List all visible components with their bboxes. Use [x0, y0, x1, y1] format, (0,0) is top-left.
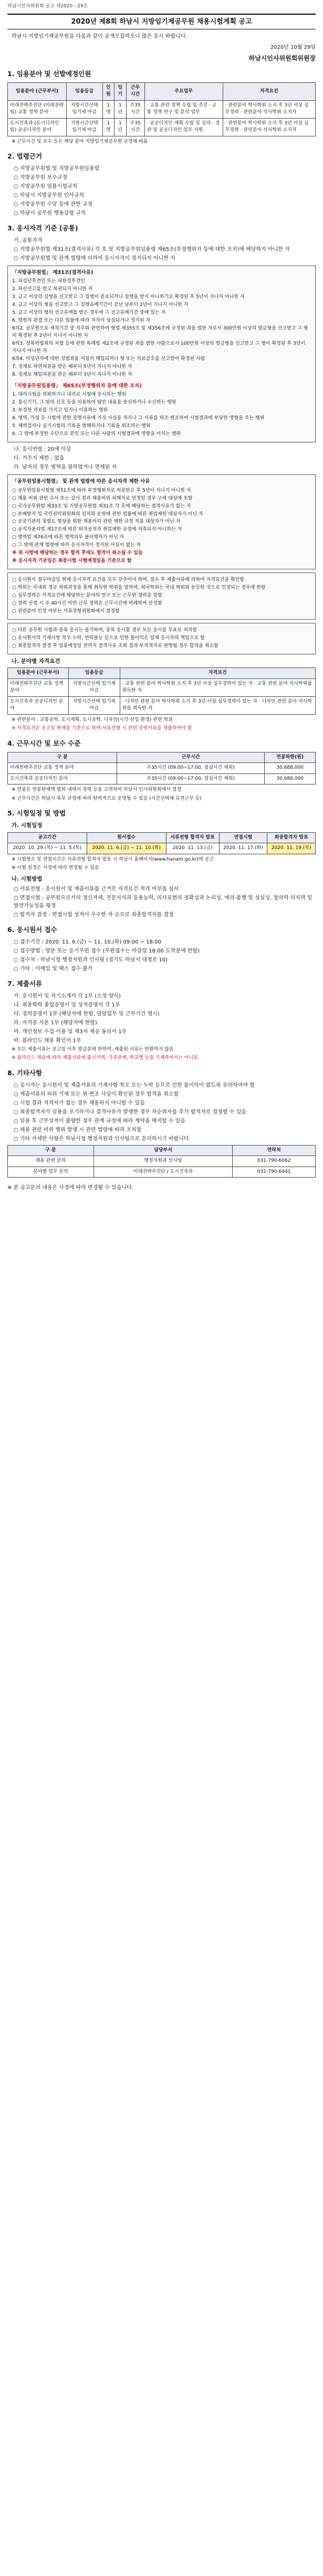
col-term: 임기	[114, 82, 127, 100]
list-item: ○ 지방공무원 임용시험규칙	[14, 184, 78, 189]
table-row	[8, 843, 316, 854]
cell: 도시건축과 공공디자인 분야	[8, 696, 69, 714]
schedule-subtitle: 가. 시험일정	[12, 822, 43, 829]
col-phone: 연락처	[233, 1145, 316, 1156]
cell: 미래전략추진단 교통 정책 분야	[8, 763, 117, 774]
closing-note: ※ 본 공고문의 내용은 사정에 따라 변경될 수 있습니다.	[7, 1185, 133, 1191]
col-salary: 연봉하한(원)	[265, 752, 316, 763]
box-line: 4. 금고 이상의 형을 선고받고 그 집행유예기간이 끝난 날부터 2년이 지나지 아니한 자	[12, 302, 189, 308]
cell: · 공공디자인 계획 수립 및 심의 · 경관 및 공공디자인 업무 지원	[144, 118, 223, 136]
cell: 분야별 업무 문의	[8, 1167, 94, 1178]
box-line: ○ 공무원임용시험령 제51조에 따라 부정행위자로 처분받은 후 5년이 지나지 아니한 자	[12, 487, 191, 493]
table-row	[8, 696, 316, 714]
cell: 도시건축과 공공디자인 분야	[8, 773, 117, 785]
list-item: ○ 하남시 지방공무원 인사규칙	[14, 193, 85, 198]
box-line: ○ 경력 산정 시 주 40시간 미만 근무 경력은 근무시간에 비례하여 산정함	[12, 600, 162, 606]
col-duties: 주요업무	[144, 82, 223, 100]
list-item: 가. 응시원서 및 자기소개서 각 1부 (소정 양식)	[14, 993, 121, 999]
cell: 주35시간	[126, 118, 144, 136]
col-document-result: 서류전형 합격자 발표	[166, 832, 219, 843]
box-line: 6의4. 미성년자에 대한 성범죄를 저질러 해임되거나 형 또는 치료감호를 선고받아 확정된 사람	[12, 356, 205, 362]
cell: 031-790-6062	[233, 1156, 316, 1167]
intro-text: 하남시 지방임기제공무원을 다음과 같이 공개모집하오니 많은 응시 바랍니다.	[12, 34, 187, 39]
box-title: 「지방공무원법」 제31조(결격사유)	[12, 269, 93, 275]
list-item: ○ 채용 관련 비위 행위 발생 시 관련 법령에 따라 조치함	[14, 1127, 142, 1133]
box-line: 8. 징계로 해임처분을 받은 때부터 3년이 지나지 아니한 자	[12, 372, 132, 377]
box-line: 1. 대리시험을 의뢰하거나 대리로 시험에 응시하는 행위	[12, 392, 127, 398]
cell: 미래전략추진단 / 도시건축과	[93, 1167, 233, 1178]
box-line: 2. 통신기기, 그 밖의 신호 등을 이용하여 답안 내용을 송신하거나 수신하는 행위	[12, 400, 176, 406]
table-row	[8, 679, 316, 696]
box-line: ○ 관련분야 인정 여부는 서류전형위원회에서 결정함	[12, 608, 120, 614]
page-title: 2020년 제8회 하남시 지방임기제공무원 채용시험계획 공고	[7, 14, 316, 30]
list-item: 라. 남자의 경우 병역을 필하였거나 면제된 자	[14, 464, 117, 470]
salary-note: ※ 근무시간은 하남시 복무 규정에 따라 탄력적으로 운영될 수 있음 (시간선택제 유연근무 등)	[12, 796, 202, 801]
cell: · 관련분야 학사학위 소지 후 3년 이상 실무경력 · 관련분야 석사학위 소지자	[223, 100, 315, 118]
documents-note: ※ 블라인드 채용에 따라 제출서류에 출신지역, 가족관계, 학교명 등을 기재하여서는 아니됨	[12, 1055, 198, 1061]
cell: 2020. 11. 19.(목)	[267, 843, 316, 854]
col-hours: 근무시간	[126, 82, 144, 100]
list-item: ○ 지방공무원 수당 등에 관한 규정	[14, 202, 93, 207]
cell: 지방시간선택 임기제 마급	[68, 696, 120, 714]
box-line: 4. 병역, 가점 등 시험에 관한 증명서류에 거짓 사실을 적거나 그 서류를 위조·변조하여 시험결과에 부당한 영향을 주는 행위	[12, 416, 265, 421]
col-category: 구 분	[8, 1145, 94, 1156]
qualification-list-2	[14, 446, 316, 471]
list-item: ○ 지방공무원법 및 관계 법령에 의하여 응시자격이 정지되지 아니한 자	[14, 255, 175, 261]
table-row	[8, 773, 316, 785]
list-item: ○ 최종합격자가 임용을 포기하거나 결격사유가 발생한 경우 차순위자를 추가 합격자로 결정할 수 있음	[14, 1109, 246, 1115]
cell: 주35시간 (09:00~17:00, 점심시간 제외)	[117, 773, 265, 785]
announcement-date: 2020년 10월 29일	[270, 45, 316, 50]
col-field: 임용분야 (근무부서)	[8, 82, 67, 100]
cell: · 교통 관련 정책 수립 및 추진 · 교통 정책 연구 및 분석 업무	[144, 100, 223, 118]
box-line: ○ 응시원서의 기재사항 착오·누락, 연락불능 등으로 인한 불이익은 일체 응시자의 책임으로 함	[12, 635, 205, 641]
box-line: 6의3. 성폭력범죄의 처벌 등에 관한 특례법 제2조에 규정된 죄를 범한 사람으로서 100만원 이상의 벌금형을 선고받고 그 형이 확정된 후 3년이 지나지 아니한 자	[12, 341, 306, 354]
box-line: ○ 응시원서 접수마감일 현재 응시자격 요건을 모두 갖추어야 하며, 접수 후 제출서류에 의하여 자격요건을 확인함	[12, 577, 244, 583]
col-field: 임용분야 (근무부서)	[8, 668, 69, 679]
cell: 행정지원과 인사팀	[93, 1156, 233, 1167]
box-title: 「공무원임용시험령」 및 관계 법령에 따른 응시자격 제한 사유	[12, 479, 150, 484]
section-5-title: 5. 시험일정 및 방법	[7, 809, 66, 818]
documents-list	[14, 992, 316, 1045]
box-line: ○ 실무경력은 자격요건에 해당하는 분야의 연구 또는 근무한 경력을 말함	[12, 592, 162, 598]
list-item: ○ 면접시험 : 공무원으로서의 정신자세, 전문지식과 응용능력, 의사표현의 정확성과 논리성, 예의·품행 및 성실성, 창의력·의지력 및 발전가능성을 평정	[14, 895, 312, 909]
table-note: ※ 관련분야 : 교통공학, 도시계획, 도시공학, 디자인(시각·산업·환경) 관련 학과	[12, 717, 173, 723]
section-3-title: 3. 응시자격 기준 (공통)	[7, 224, 78, 232]
box-title: 「지방공무원임용령」 제65조(부정행위자 등에 대한 조치)	[12, 383, 142, 389]
cell: 지방시간선택 임기제 마급	[66, 100, 102, 118]
col-hours: 근무시간	[117, 752, 265, 763]
box-line: ○ 공직자윤리법 제17조에 따른 퇴직공직자 취업제한 규정에 저촉되지 아니하는 자	[12, 527, 182, 533]
cell: 30,688,000	[265, 773, 316, 785]
cell: · 디자인 관련 분야 학사학위 소지 후 3년 이상 실무경력이 있는 자 · 디자인 관련 분야 석사학위를 취득한 자	[120, 696, 315, 714]
box-line: ○ 최종합격자 결정 후 임용예정일 전까지 결격사유 조회 결과 부적격자로 판명될 경우 합격을 취소함	[12, 643, 218, 649]
cell: 지방시간선택 임기제 마급	[66, 118, 102, 136]
box-line: ○ 채용 비위 관련 수사 또는 감사 결과 채용비위 피해자로 인정된 경우 구제 대상에 포함	[12, 495, 193, 501]
salary-table	[7, 752, 316, 785]
restriction-box	[7, 474, 316, 569]
box-line: ※ 응시자격 기준일은 최종시험 시행예정일을 기준으로 함	[12, 558, 132, 564]
list-item: 다. 거주지 제한 : 없음	[14, 455, 65, 461]
box-line: ○ 학위는 국내외 정규 학위과정을 통해 취득한 학위를 말하며, 외국학위는 국내 학위와 동등한 것으로 인정되는 경우에 한함	[12, 585, 266, 591]
list-item: ○ 기타 자세한 사항은 하남시청 행정지원과 인사팀으로 문의하시기 바랍니다	[14, 1136, 189, 1142]
box-line: 3. 금고 이상의 실형을 선고받고 그 집행이 종료되거나 집행을 받지 아니하기로 확정된 후 5년이 지나지 아니한 자	[12, 294, 245, 300]
list-item: ○ 기타 : 이메일 및 팩스 접수 불가	[14, 966, 93, 972]
box-line: ○ 그 밖에 관계 법령에 따라 응시자격이 정지된 사실이 없는 자	[12, 543, 141, 548]
section-8-title: 8. 기타사항	[7, 1068, 43, 1077]
cell: 미래전략추진단 교통 정책 분야	[8, 679, 69, 696]
disqualification-box	[7, 266, 316, 442]
cell: 도시건축과 (도시디자인팀) 공공디자인 분야	[8, 118, 67, 136]
contact-table	[7, 1145, 316, 1178]
cell: 1명	[102, 100, 114, 118]
section-1-title: 1. 임용분야 및 선발예정인원	[7, 70, 91, 78]
list-item: ○ 시험 결과 적격자가 없는 경우 채용하지 아니할 수 있음	[14, 1100, 145, 1106]
box-line: ○ 국가공무원법 제33조 및 지방공무원법 제31조 각 호에 해당하는 결격사유가 없는 자	[12, 503, 191, 509]
list-item: 나. 응시연령 : 20세 이상	[14, 447, 71, 452]
box-line: ○ 다른 공무원 시험과 중복 응시는 불가하며, 중복 응시할 경우 모든 응시를 무효로 처리함	[12, 627, 197, 633]
issuing-organization: 하남시인사위원회위원장	[248, 55, 316, 62]
application-list	[14, 938, 316, 973]
cell: 2020. 10. 29.(목) ~ 11. 5.(목)	[8, 843, 87, 854]
table-row	[8, 1156, 316, 1167]
list-item: ○ 제출서류의 허위 기재 또는 위·변조 사실이 확인된 경우 합격을 취소함	[14, 1091, 179, 1097]
cell: 30,688,000	[265, 763, 316, 774]
cell: 미래전략추진단 (미래전략팀) 교통 정책 분야	[8, 100, 67, 118]
legal-basis-list	[14, 165, 316, 217]
cell: 주35시간 (09:00~17:00, 점심시간 제외)	[117, 763, 265, 774]
box-line: 2. 파산선고를 받고 복권되지 아니한 자	[12, 287, 93, 292]
misc-list	[14, 1082, 316, 1143]
cell: · 교통 관련 분야 학사학위 소지 후 3년 이상 실무경력이 있는 자 · 교통 관련 분야 석사학위를 취득한 자	[120, 679, 315, 696]
list-item: 바. 블라인드 채용 확인서 1부	[14, 1037, 81, 1044]
list-item: ○ 합격자 결정 : 면접시험 성적이 우수한 자 순으로 최종합격자를 결정	[14, 912, 174, 918]
list-item: ○ 지방공무원 보수규정	[14, 175, 68, 181]
list-item: ○ 접수방법 : 방문 또는 등기우편 접수 (우편접수는 마감일 18:00 도착분에 한함)	[14, 948, 200, 955]
cell: 2020. 11. 6.(금) ~ 11. 10.(화)	[87, 843, 166, 854]
list-item: ○ 접수처 : 하남시청 행정지원과 인사팀 (경기도 하남시 대청로 10)	[14, 957, 168, 963]
box-line: ○ 공공기관의 청렴도 향상을 위한 채용비리 관련 제한 규정 적용 대상자가 아닌 자	[12, 519, 181, 525]
cell: 지방시간선택 임기제 마급	[68, 679, 120, 696]
list-item: ○ 서류전형 : 응시원서 및 제출서류를 근거로 자격요건 적격 여부를 심사	[14, 886, 179, 893]
box-line: 7. 징계로 파면처분을 받은 때부터 5년이 지나지 아니한 자	[12, 364, 132, 369]
list-item: ○ 하남시 공무원 행동강령 규칙	[14, 210, 86, 216]
table-row	[8, 1167, 316, 1178]
section-7-title: 7. 제출서류	[7, 980, 43, 988]
box-line: ○ 부패방지 및 국민권익위원회의 설치와 운영에 관한 법률에 따른 취업제한 대상자가 아닌 자	[12, 511, 203, 517]
cell: 2020. 11. 13.(금)	[166, 843, 219, 854]
section-2-title: 2. 법령근거	[7, 152, 43, 161]
schedule-table	[7, 832, 316, 854]
schedule-note: ※ 시험 일정은 사정에 따라 변경될 수 있음	[12, 865, 99, 871]
list-item: 마. 개인정보 수집·이용 및 제3자 제공 동의서 1부	[14, 1029, 127, 1035]
cell: 2020. 11. 17.(화)	[219, 843, 267, 854]
col-application: 원서접수	[87, 832, 166, 843]
table-note: ※ 자격요건은 공고일 현재를 기준으로 하며 서류전형 시 관련 증빙서류를 제출하여야 함	[12, 726, 192, 732]
caution-box	[7, 623, 316, 654]
list-item: ○ 응시자는 응시원서 및 제출서류의 기재사항 착오 또는 누락 등으로 인한 불이익이 없도록 유의하여야 함	[14, 1082, 255, 1088]
list-item: 가. 공통자격	[14, 237, 43, 243]
cell: · 관련분야 학사학위 소지 후 3년 이상 실무경력 · 관련분야 석사학위 소지자	[223, 118, 315, 136]
field-requirements-table	[7, 667, 316, 715]
box-line: 3. 부정한 자료를 가지고 있거나 이용하는 행위	[12, 408, 108, 414]
col-grade: 임용등급	[68, 668, 120, 679]
box-line: 1. 피성년후견인 또는 피한정후견인	[12, 279, 85, 284]
col-requirements: 자격요건	[120, 668, 315, 679]
box-line: 6. 법원의 판결 또는 다른 법률에 따라 자격이 상실되거나 정지된 자	[12, 318, 151, 324]
box-line: ○ 병역법 제76조에 따른 병역의무 불이행자가 아닌 자	[12, 535, 124, 540]
list-item: 나. 최종학력 졸업증명서 및 성적증명서 각 1부	[14, 1002, 120, 1008]
col-grade: 임용등급	[66, 82, 102, 100]
section-6-title: 6. 응시원서 접수	[7, 926, 57, 934]
cell: 채용 관련 문의	[8, 1156, 94, 1167]
announcement-number: 하남시인사위원회 공고 제2020 - 29호	[7, 4, 88, 9]
list-item: ○ 임용 후 근무성적이 불량한 경우 관계 규정에 따라 계약을 해지할 수 있음	[14, 1118, 186, 1124]
table-row	[8, 763, 316, 774]
cell: 주35시간	[126, 100, 144, 118]
box-line: ※ 위 사항에 해당하는 경우 합격 후에도 합격이 취소될 수 있음	[12, 550, 143, 556]
cell: 1년	[114, 118, 127, 136]
positions-note: ※ 근무시간 및 보수 등은 해당 분야 지방임기제공무원 규정에 따름	[12, 139, 148, 144]
col-final-result: 최종합격자 발표	[267, 832, 316, 843]
qualification-list	[14, 237, 316, 262]
col-qualifications: 자격요건	[223, 82, 315, 100]
section-4-title: 4. 근무시간 및 보수 수준	[7, 739, 81, 747]
col-count: 인원	[102, 82, 114, 100]
cell: 1년	[114, 100, 127, 118]
box-line: 6. 그 밖에 부정한 수단으로 본인 또는 다른 사람의 시험결과에 영향을 미치는 행위	[12, 431, 181, 437]
list-item: ○ 지방공무원법 제31조(결격사유) 각 호 및 지방공무원임용령 제65조(부정행위자 등에 대한 조치)에 해당하지 아니한 자	[14, 246, 290, 252]
col-category: 구 분	[8, 752, 117, 763]
col-department: 담당부서	[93, 1145, 233, 1156]
documents-note: ※ 모든 제출서류는 공고일 이후 발급분에 한하며, 제출된 서류는 반환하지 않음	[12, 1046, 174, 1052]
field-requirements-title: 나. 분야별 자격요건	[12, 658, 60, 664]
col-interview: 면접시험	[219, 832, 267, 843]
list-item: 라. 자격증 사본 1부 (해당자에 한함)	[14, 1020, 97, 1026]
cell: 1명	[102, 118, 114, 136]
method-list	[14, 885, 316, 919]
box-line: 5. 체력검사나 실기시험의 기록을 방해하거나 기록을 위조하는 행위	[12, 423, 151, 429]
box-line: 6의2. 공무원으로 재직기간 중 직무와 관련하여 형법 제355조 및 제356조에 규정된 죄를 범한 자로서 300만원 이상의 벌금형을 선고받고 그 형이 확정된 후 2년이 지나지 아니한 자	[12, 326, 308, 339]
table-row	[8, 118, 316, 136]
eligibility-notes-box	[7, 573, 316, 620]
list-item: ○ 지방공무원법 및 지방공무원임용령	[14, 166, 100, 172]
positions-table	[7, 82, 316, 136]
list-item: ○ 접수기간 : 2020. 11. 6.(금) ~ 11. 10.(화) 09:00 ~ 18:00	[14, 939, 161, 946]
announcement-page	[0, 0, 323, 1202]
salary-note: ※ 연봉은 연봉한계액 범위 내에서 경력 등을 고려하여 하남시 인사위원회에서 결정	[12, 787, 182, 793]
list-item: 다. 경력증명서 1부 (해당자에 한함, 담당업무 및 근무기간 명시)	[14, 1011, 160, 1017]
method-subtitle: 나. 시험방법	[12, 875, 43, 882]
schedule-note: ※ 시험장소 및 면접시간은 서류전형 합격자 발표 시 하남시 홈페이지(www.hanam.go.kr)에 공고	[12, 856, 214, 862]
cell: 031-790-6441	[233, 1167, 316, 1178]
table-row	[8, 100, 316, 118]
col-announcement: 공고기간	[8, 832, 87, 843]
box-line: 5. 금고 이상의 형의 선고유예를 받은 경우에 그 선고유예기간 중에 있는 자	[12, 310, 166, 316]
